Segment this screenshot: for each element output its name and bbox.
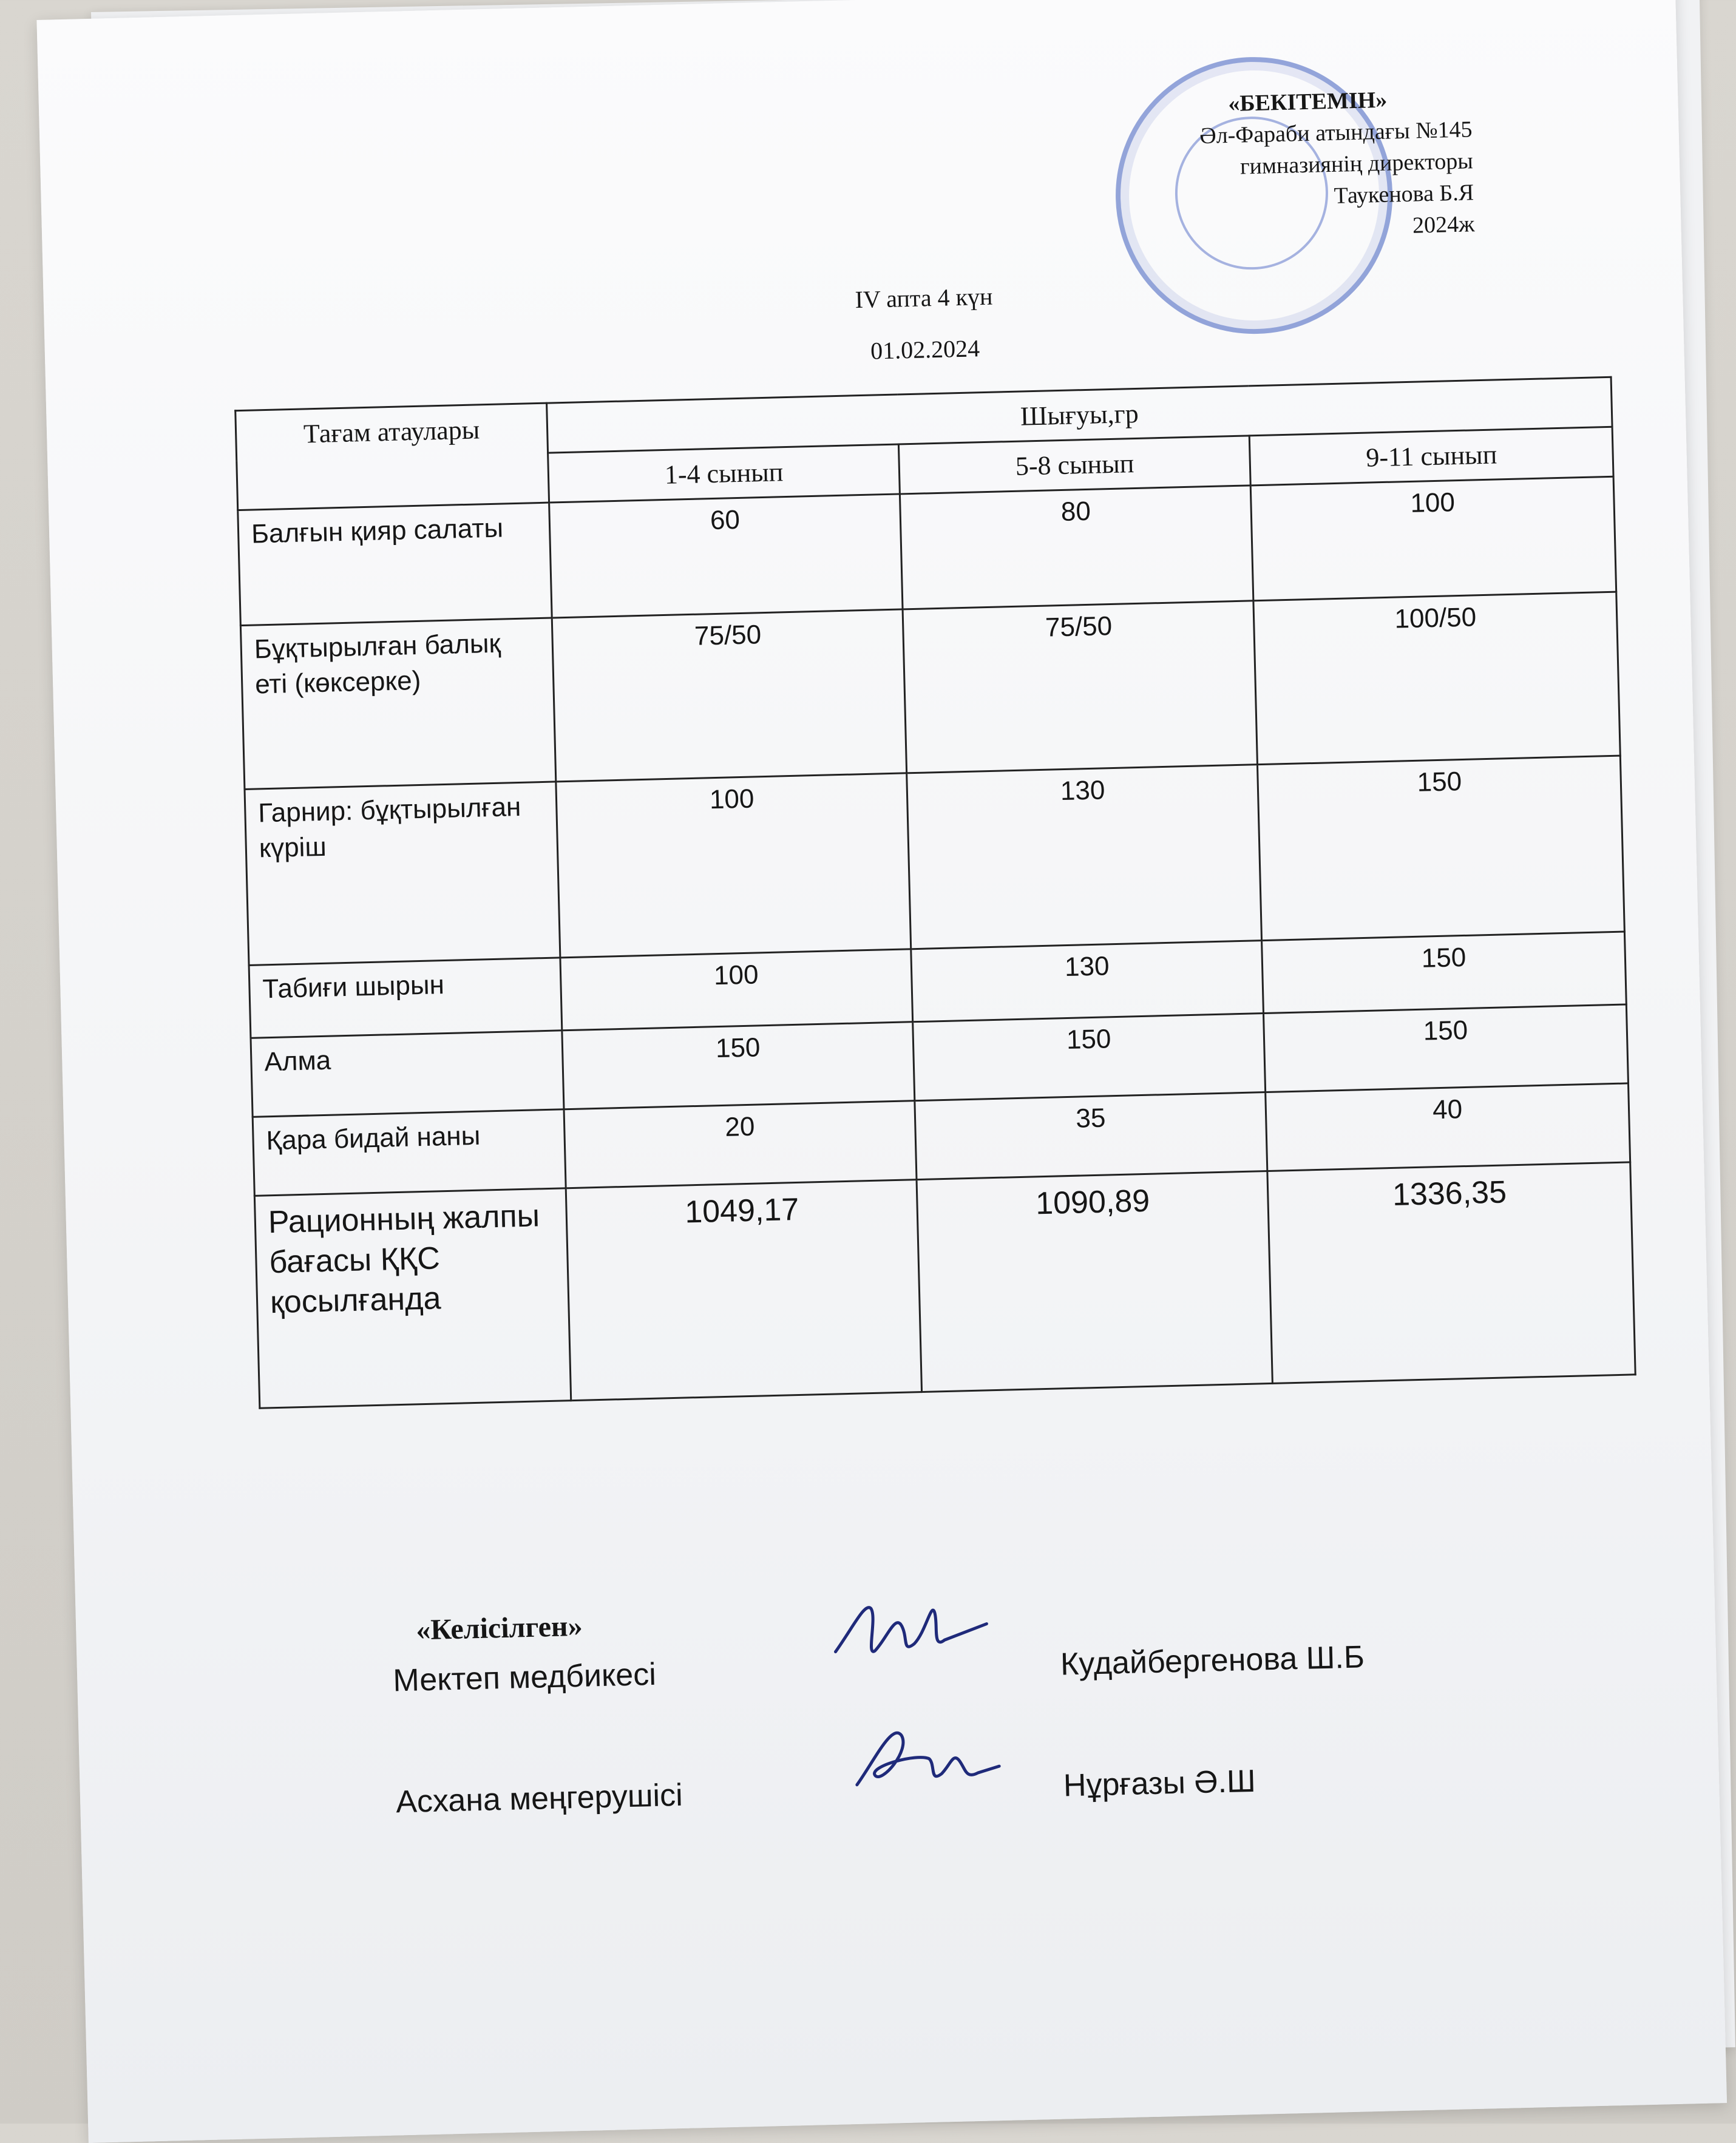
header-group-3: 9-11 сынып [1250,427,1614,486]
value-cell: 20 [564,1101,917,1188]
total-value: 1090,89 [917,1171,1273,1392]
value-cell: 150 [913,1014,1266,1101]
dish-name: Табиғи шырын [249,958,562,1038]
approval-year: 2024ж [1412,211,1475,239]
value-cell: 100 [1251,476,1616,601]
canteen-role: Асхана меңгерушісі [395,1777,683,1820]
dish-name: Балғын қияр салаты [238,503,552,625]
approval-line1: Әл-Фараби атындағы №145 [1199,117,1473,149]
value-cell: 150 [1264,1004,1629,1092]
total-row [254,1162,1635,1408]
menu-table [234,376,1636,1409]
canteen-name: Нұрғазы Ә.Ш [1063,1763,1256,1804]
value-cell: 100 [556,773,911,958]
value-cell: 75/50 [552,609,907,782]
approval-director-name: Таукенова Б.Я [1334,180,1474,209]
value-cell: 75/50 [903,601,1258,773]
header-group-1: 1-4 сынып [548,444,900,503]
value-cell: 60 [549,494,903,618]
total-value: 1336,35 [1267,1162,1635,1383]
value-cell: 150 [1262,932,1626,1014]
nurse-name: Кудайбергенова Ш.Б [1060,1639,1365,1682]
menu-document [36,0,1727,2143]
value-cell: 130 [911,941,1264,1022]
value-cell: 100/50 [1253,592,1620,765]
table-row [245,756,1624,965]
header-dish-names: Тағам атаулары [236,403,549,510]
menu-date: 01.02.2024 [870,334,980,365]
table-row [240,592,1620,789]
value-cell: 130 [907,765,1262,949]
value-cell: 100 [560,949,913,1031]
week-day-label: IV апта 4 күн [855,282,993,314]
dish-name: Бұқтырылған балық еті (көксерке) [240,618,555,789]
value-cell: 150 [562,1022,915,1109]
dish-name: Гарнир: бұқтырылған күріш [245,782,560,965]
dish-name: Алма [251,1031,564,1117]
dish-name: Қара бидай наны [253,1109,566,1196]
total-value: 1049,17 [566,1180,922,1401]
value-cell: 40 [1266,1083,1630,1171]
nurse-role: Мектеп медбикесі [392,1656,657,1699]
agreed-label: «Келісілген» [415,1610,583,1647]
approval-line2: гимназиянің директоры [1239,148,1474,180]
value-cell: 150 [1258,756,1625,941]
header-output: Шығуы,гр [547,377,1612,453]
approval-block [1071,82,1475,249]
approval-title: «БЕКІТЕМІН» [1227,87,1388,117]
canteen-signature [843,1715,1009,1798]
total-label: Рационның жалпы бағасы ҚҚС қосылғанда [254,1188,571,1408]
header-group-2: 5-8 сынып [899,436,1251,494]
value-cell: 80 [900,486,1254,609]
value-cell: 35 [915,1092,1267,1180]
nurse-signature [828,1587,994,1670]
